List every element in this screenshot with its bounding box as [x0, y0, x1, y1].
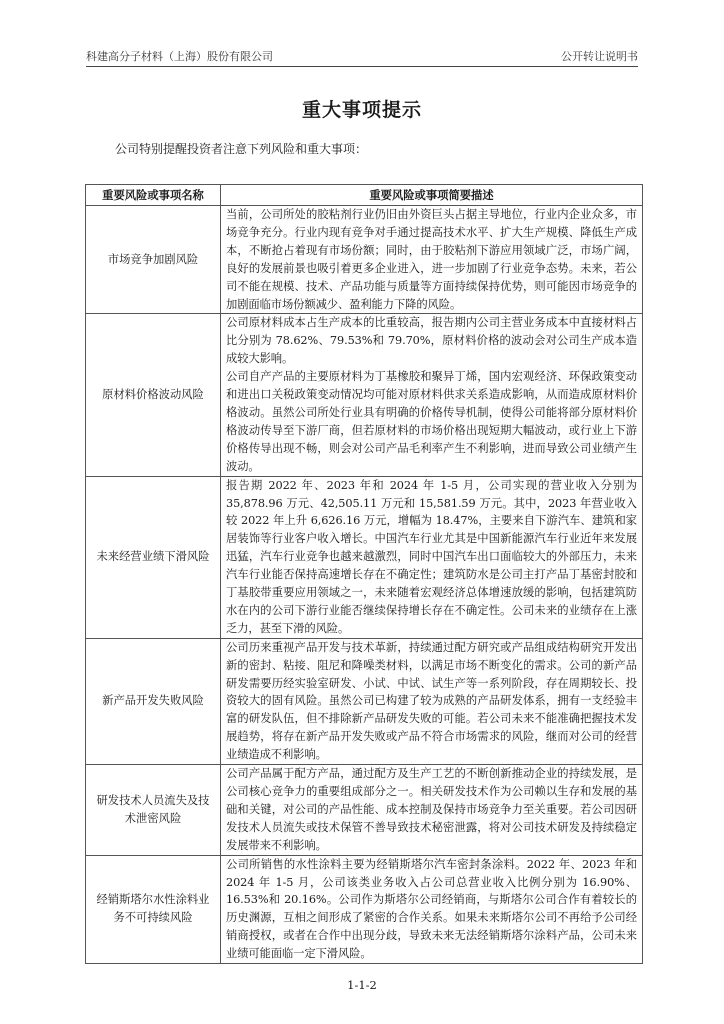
- table-header-row: [86, 185, 643, 206]
- risk-description-paragraph: 公司产品属于配方产品，通过配方及生产工艺的不断创新推动企业的持续发展，是公司核心竞争力的重要组成部分之一。相关研发技术作为公司赖以生存和发展的基础和关键，对公司的产品性能、成本控制及保持市场竞争力至关重要。若公司因研发技术人员流失或技术保管不善导致技术秘密泄露，将对公司技术研发及持续稳定发展带来不利影响。: [226, 767, 637, 852]
- risk-description-cell: [221, 765, 643, 856]
- table-row: [86, 476, 643, 638]
- table-row: [86, 206, 643, 314]
- page-number: 1-1-2: [347, 978, 377, 992]
- risk-description-cell: [221, 638, 643, 764]
- risk-name-cell: 经销斯塔尔水性涂料业务不可持续风险: [86, 855, 221, 963]
- header-rule: [86, 66, 638, 67]
- header-company-name: 科建高分子材料（上海）股份有限公司: [86, 50, 273, 63]
- page-title: 重大事项提示: [301, 99, 422, 121]
- risk-name-cell: 市场竞争加剧风险: [86, 206, 221, 314]
- risk-name-cell: 研发技术人员流失及技术泄密风险: [86, 765, 221, 856]
- risk-description-paragraph: 当前，公司所处的胶粘剂行业仍旧由外资巨头占据主导地位，行业内企业众多，市场竞争充分。行业内现有竞争对手通过提高技术水平、扩大生产规模、降低生产成本，不断抢占着现有市场份额；同时，由于胶粘剂下游应用领域广泛，市场广阔，良好的发展前景也吸引着更多企业进入，进一步加剧了行业竞争态势。未来，若公司不能在规模、技术、产品功能与质量等方面持续保持优势，则可能因市场竞争的加剧面临市场份额减少、盈利能力下降的风险。: [226, 208, 637, 311]
- risk-description-paragraph: 公司历来重视产品开发与技术革新，持续通过配方研究或产品组成结构研究开发出新的密封、粘接、阻尼和降噪类材料，以满足市场不断变化的需求。公司的新产品研发需要历经实验室研发、小试、中试、试生产等一系列阶段，存在周期较长、投资较大的固有风险。虽然公司已构建了较为成熟的产品研发体系，拥有一支经验丰富的研发队伍，但不排除新产品研发失败的可能。若公司未来不能准确把握技术发展趋势，将存在新产品开发失败或产品不符合市场需求的风险，继而对公司的经营业绩造成不利影响。: [226, 640, 637, 762]
- header-document-type: 公开转让说明书: [561, 50, 638, 63]
- table-row: [86, 855, 643, 963]
- table-row: [86, 638, 643, 764]
- intro-paragraph: 公司特别提醒投资者注意下列风险和重大事项：: [115, 142, 368, 156]
- risk-description-cell: [221, 476, 643, 638]
- risk-description-cell: [221, 206, 643, 314]
- risk-name-cell: 未来经营业绩下滑风险: [86, 476, 221, 638]
- table-row: [86, 765, 643, 856]
- risk-description-cell: [221, 314, 643, 476]
- risk-description-paragraph: 公司所销售的水性涂料主要为经销斯塔尔汽车密封条涂料。2022 年、2023 年和 2024 年 1-5 月，公司该类业务收入占公司总营业收入比例分别为 16.90%、16.53%和 20.16%。公司作为斯塔尔公司经销商，与斯塔尔公司合作有着较长的历史渊源，互相之间形成了紧密的合作关系。如果未来斯塔尔公司不再给予公司经销商授权，或者在合作中出现分歧，导致未来无法经销斯塔尔涂料产品，公司未来业绩可能面临一定下滑风险。: [226, 857, 637, 961]
- risk-description-paragraph: 公司原材料成本占生产成本的比重较高，报告期内公司主营业务成本中直接材料占比分别为 78.62%、79.53%和 79.70%，原材料价格的波动会对公司生产成本造成较大影响。: [226, 316, 637, 366]
- page-header: [86, 48, 638, 66]
- risk-description-paragraph: 报告期 2022 年、2023 年和 2024 年 1-5 月，公司实现的营业收入分别为 35,878.96 万元、42,505.11 万元和 15,581.59 万元。其中，2023 年营业收入较 2022 年上升 6,626.16 万元，增幅为 18.47%，主要来自下游汽车、建筑和家居装饰等行业客户收入增长。中国汽车行业尤其是中国新能源汽车行业近年来发展迅猛，汽车行业竞争也越来越激烈，同时中国汽车出口面临较大的外部压力，未来汽车行业能否保持高速增长存在不确定性；建筑防水是公司主打产品丁基密封胶和丁基胶带重要应用领域之一，未来随着宏观经济总体增速放缓的影响，包括建筑防水在内的公司下游行业能否继续保持增长存在不确定性。公司未来的业绩存在上涨乏力，甚至下滑的风险。: [226, 478, 637, 635]
- table-row: [86, 314, 643, 476]
- risk-table: [85, 184, 643, 964]
- risk-name-cell: 原材料价格波动风险: [86, 314, 221, 476]
- column-header-name: 重要风险或事项名称: [86, 185, 221, 206]
- column-header-description: 重要风险或事项简要描述: [221, 185, 643, 206]
- risk-name-cell: 新产品开发失败风险: [86, 638, 221, 764]
- risk-description-cell: [221, 855, 643, 963]
- risk-description-paragraph: 公司自产产品的主要原材料为丁基橡胶和聚异丁烯，国内宏观经济、环保政策变动和进出口关税政策变动情况均可能对原材料供求关系造成影响，从而造成原材料价格波动。虽然公司所处行业具有明确的价格传导机制，使得公司能将部分原材料价格波动传导至下游厂商，但若原材料的市场价格出现短期大幅波动，或行业上下游价格传导出现不畅，则会对公司产品毛利率产生不利影响，进而导致公司业绩产生波动。: [226, 370, 637, 473]
